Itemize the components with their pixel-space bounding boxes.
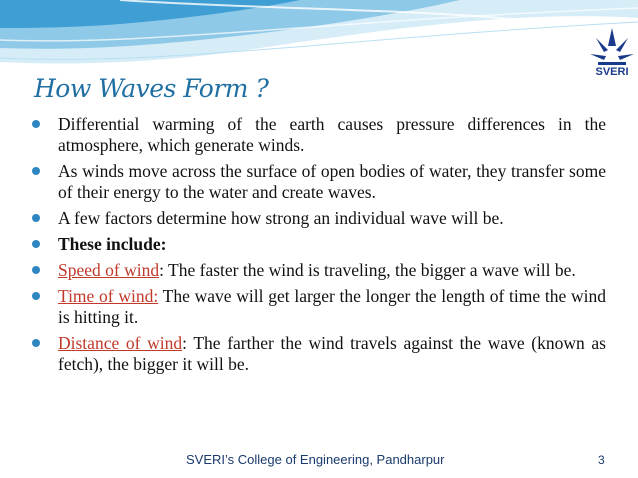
bullet-list: [28, 114, 606, 380]
page-number: 3: [598, 453, 605, 467]
bullet-icon: [32, 167, 40, 175]
list-item: [28, 234, 606, 255]
list-item: [28, 161, 606, 203]
bullet-icon: [32, 292, 40, 300]
logo-text: SVERI: [595, 66, 629, 78]
bullet-icon: [32, 240, 40, 248]
bullet-icon: [32, 120, 40, 128]
list-item: [28, 114, 606, 156]
bullet-text: As winds move across the surface of open bodies of water, they transfer some of their energy to the water and create waves.: [58, 161, 606, 202]
bullet-text: A few factors determine how strong an individual wave will be.: [58, 208, 504, 228]
slide-footer: SVERI’s College of Engineering, Pandharpur: [186, 452, 445, 467]
bullet-icon: [32, 339, 40, 347]
bullet-text: : The farther the wind travels against the wave (known as fetch), the bigger it will be.: [58, 333, 606, 374]
bullet-highlight: Speed of wind: [58, 260, 160, 280]
list-item: [28, 286, 606, 328]
list-item: [28, 208, 606, 229]
slide-title: How Waves Form ?: [34, 74, 269, 103]
bullet-highlight: Time of wind:: [58, 286, 159, 306]
list-item: [28, 333, 606, 375]
bullet-highlight: Distance of wind: [58, 333, 183, 353]
list-item: [28, 260, 606, 281]
bullet-text: Differential warming of the earth causes pressure differences in the atmosphere, which generate winds.: [58, 114, 606, 155]
bullet-icon: [32, 214, 40, 222]
bullet-text: : The faster the wind is traveling, the bigger a wave will be.: [159, 260, 576, 280]
sveri-logo: [586, 24, 638, 88]
bullet-icon: [32, 266, 40, 274]
bullet-heading: These include:: [58, 234, 167, 254]
bullet-text: The wave will get larger the longer the length of time the wind is hitting it.: [58, 286, 606, 327]
